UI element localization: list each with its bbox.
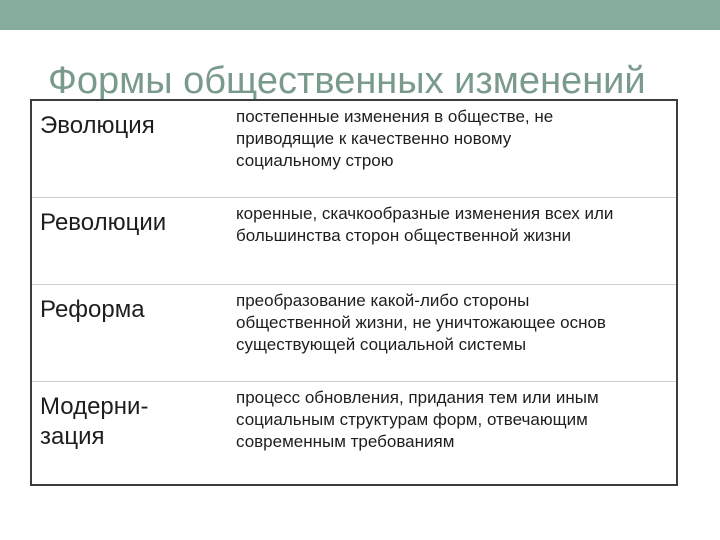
term-cell-reform [31,285,228,382]
term-text: Революции [40,209,167,236]
definitions-table-container [30,99,678,486]
definition-line: процесс обновления, придания тем или иным [236,388,599,407]
term-text: зация [40,423,105,450]
definition-line: коренные, скачкообразные изменения всех или [236,204,614,223]
definition-cell-modernization [228,382,677,486]
definition-line: существующей социальной системы [236,335,527,354]
definition-line: современным требованиям [236,432,455,451]
term-text: Модерни- [40,393,149,420]
definition-cell-reform [228,285,677,382]
term-text: Реформа [40,296,145,323]
slide-title: Формы общественных изменений [48,60,646,102]
definition-line: преобразование какой-либо стороны [236,291,530,310]
definition-line: социальным структурам форм, отвечающим [236,410,588,429]
definition-line: большинства сторон общественной жизни [236,226,572,245]
definitions-table [30,99,678,486]
term-cell-evolution [31,100,228,198]
table-row-revolution [31,198,677,285]
term-text: Эволюция [40,112,155,139]
table-row-reform [31,285,677,382]
table-row-modernization [31,382,677,486]
term-cell-revolution [31,198,228,285]
definition-cell-revolution [228,198,677,285]
definition-line: постепенные изменения в обществе, не [236,107,554,126]
definition-line: общественной жизни, не уничтожающее основ [236,313,606,332]
definition-line: приводящие к качественно новому [236,129,512,148]
definition-cell-evolution [228,100,677,198]
definition-line: социальному строю [236,151,394,170]
top-accent-band [0,0,720,30]
table-row-evolution [31,100,677,198]
term-cell-modernization [31,382,228,486]
